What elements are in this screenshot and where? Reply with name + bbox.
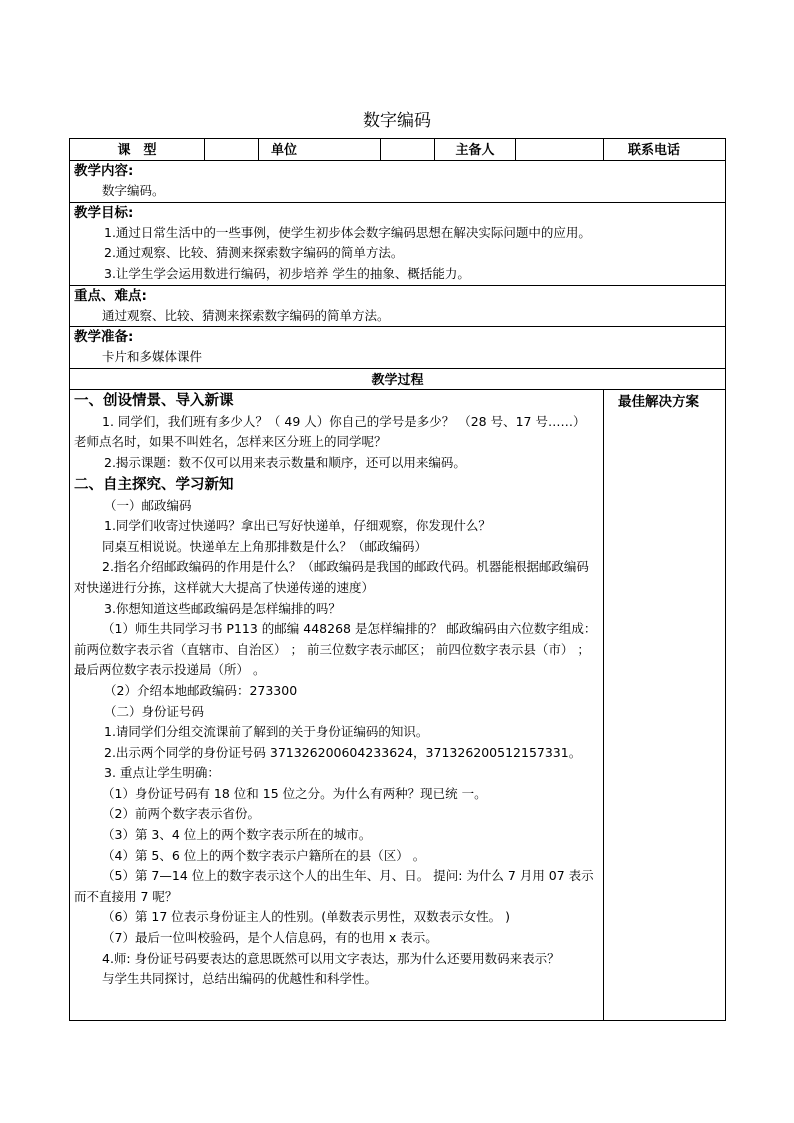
section2-m6: （3）第 3、4 位上的两个数字表示所在的城市。 <box>102 827 372 843</box>
section2-l1: 1.同学们收寄过快递吗？拿出已写好快递单，仔细观察，你发现什么？ <box>104 518 491 534</box>
section2-l3: 2.指名介绍邮政编码的作用是什么？（邮政编码是我国的邮政代码。机器能根据邮政编码对快递进行分拣，这样就大大提高了快递传递的速度） <box>74 559 589 595</box>
section2-m1: 1.请同学们分组交流课前了解到的关于身份证编码的知识。 <box>104 724 429 740</box>
section2-sub1: （一）邮政编码 <box>104 497 192 513</box>
course-type-value[interactable] <box>205 139 259 161</box>
section1-title: 一、创设情景、导入新课 <box>74 392 234 409</box>
unit-label: 单位 <box>259 139 381 161</box>
section2-m7: （4）第 5、6 位上的两个数字表示户籍所在的县（区） 。 <box>102 847 426 863</box>
goal-item-1: 1.通过日常生活中的一些事例，使学生初步体会数字编码思想在解决实际问题中的应用。 <box>104 224 591 240</box>
section2-m10: （7）最后一位叫校验码，是个人信息码，有的也用 x 表示。 <box>102 930 438 946</box>
lesson-plan-table <box>69 138 726 1021</box>
content-title: 教学内容: <box>74 163 134 179</box>
solution-cell <box>604 389 726 1020</box>
goal-item-2: 2.通过观察、比较、猜测来探索数字编码的简单方法。 <box>104 245 404 261</box>
goal-item-3: 3.让学生学会运用数进行编码，初步培养 学生的抽象、概括能力。 <box>104 265 470 281</box>
phone-label: 联系电话 <box>628 143 681 158</box>
section2-m9: （6）第 17 位表示身份证主人的性别。(单数表示男性，双数表示女性。 ) <box>102 909 511 925</box>
section2-l4: 3.你想知道这些邮政编码是怎样编排的吗？ <box>104 600 341 616</box>
process-main-cell <box>70 389 604 1020</box>
section2-l5: （1）师生共同学习书 P113 的邮编 448268 是怎样编排的？ 邮政编码由六位数字组成：前两位数字表示省（直辖市、自治区） ； 前三位数字表示邮区； 前四位数字表示县（市） ； 最后两位数字表示投递局（所） 。 <box>74 621 597 678</box>
goals-row <box>70 202 726 285</box>
section2-sub2: （二）身份证号码 <box>104 703 205 719</box>
section2-l6: （2）介绍本地邮政编码：273300 <box>104 682 298 698</box>
section2-m11: 4.师: 身份证号码要表达的意思既然可以用文字表达，那为什么还要用数码来表示？ <box>102 950 560 966</box>
preparation-row <box>70 327 726 369</box>
preparation-title: 教学准备: <box>74 329 134 346</box>
process-title: 教学过程 <box>70 368 726 389</box>
process-body-row <box>70 389 726 1020</box>
section1-p1: 1. 同学们，我们班有多少人？（ 49 人）你自己的学号是多少？ （28 号、17 号……）老师点名时，如果不叫姓名，怎样来区分班上的同学呢？ <box>74 413 586 450</box>
key-points-text: 通过观察、比较、猜测来探索数字编码的简单方法。 <box>102 307 390 323</box>
section2-m5: （2）前两个数字表示省份。 <box>102 806 260 822</box>
section1-p2: 2.揭示课题：数不仅可以用来表示数量和顺序，还可以用来编码。 <box>104 454 466 470</box>
goals-title: 教学目标: <box>74 204 134 221</box>
section2-m3: 3. 重点让学生明确： <box>104 765 220 781</box>
section2-title: 二、自主探究、学习新知 <box>74 476 234 493</box>
phone-cell <box>604 139 726 161</box>
section2-m12: 与学生共同探讨，总结出编码的优越性和科学性。 <box>102 971 378 987</box>
key-points-row <box>70 285 726 327</box>
preparer-label: 主备人 <box>435 139 516 161</box>
preparer-value[interactable] <box>516 139 604 161</box>
section2-l2: 同桌互相说说。快递单左上角那排数是什么？（邮政编码） <box>102 538 428 554</box>
unit-value[interactable] <box>381 139 435 161</box>
header-row <box>70 139 726 161</box>
content-row <box>70 161 726 203</box>
process-title-row <box>70 368 726 389</box>
preparation-text: 卡片和多媒体课件 <box>102 349 203 365</box>
course-type-label: 课 型 <box>70 139 205 161</box>
content-text: 数字编码。 <box>102 183 165 198</box>
key-points-title: 重点、难点: <box>74 287 147 304</box>
solution-title: 最佳解决方案 <box>618 393 700 410</box>
section2-m2: 2.出示两个同学的身份证号码 371326200604233624，371326200512157331。 <box>104 744 582 760</box>
page-title: 数字编码 <box>363 111 431 131</box>
section2-m8: （5）第 7—14 位上的数字表示这个人的出生年、月、日。 提问: 为什么 7 月用 07 表示而不直接用 7 呢？ <box>74 868 594 904</box>
section2-m4: （1）身份证号码有 18 位和 15 位之分。为什么有两种？现已统 一。 <box>102 785 487 801</box>
